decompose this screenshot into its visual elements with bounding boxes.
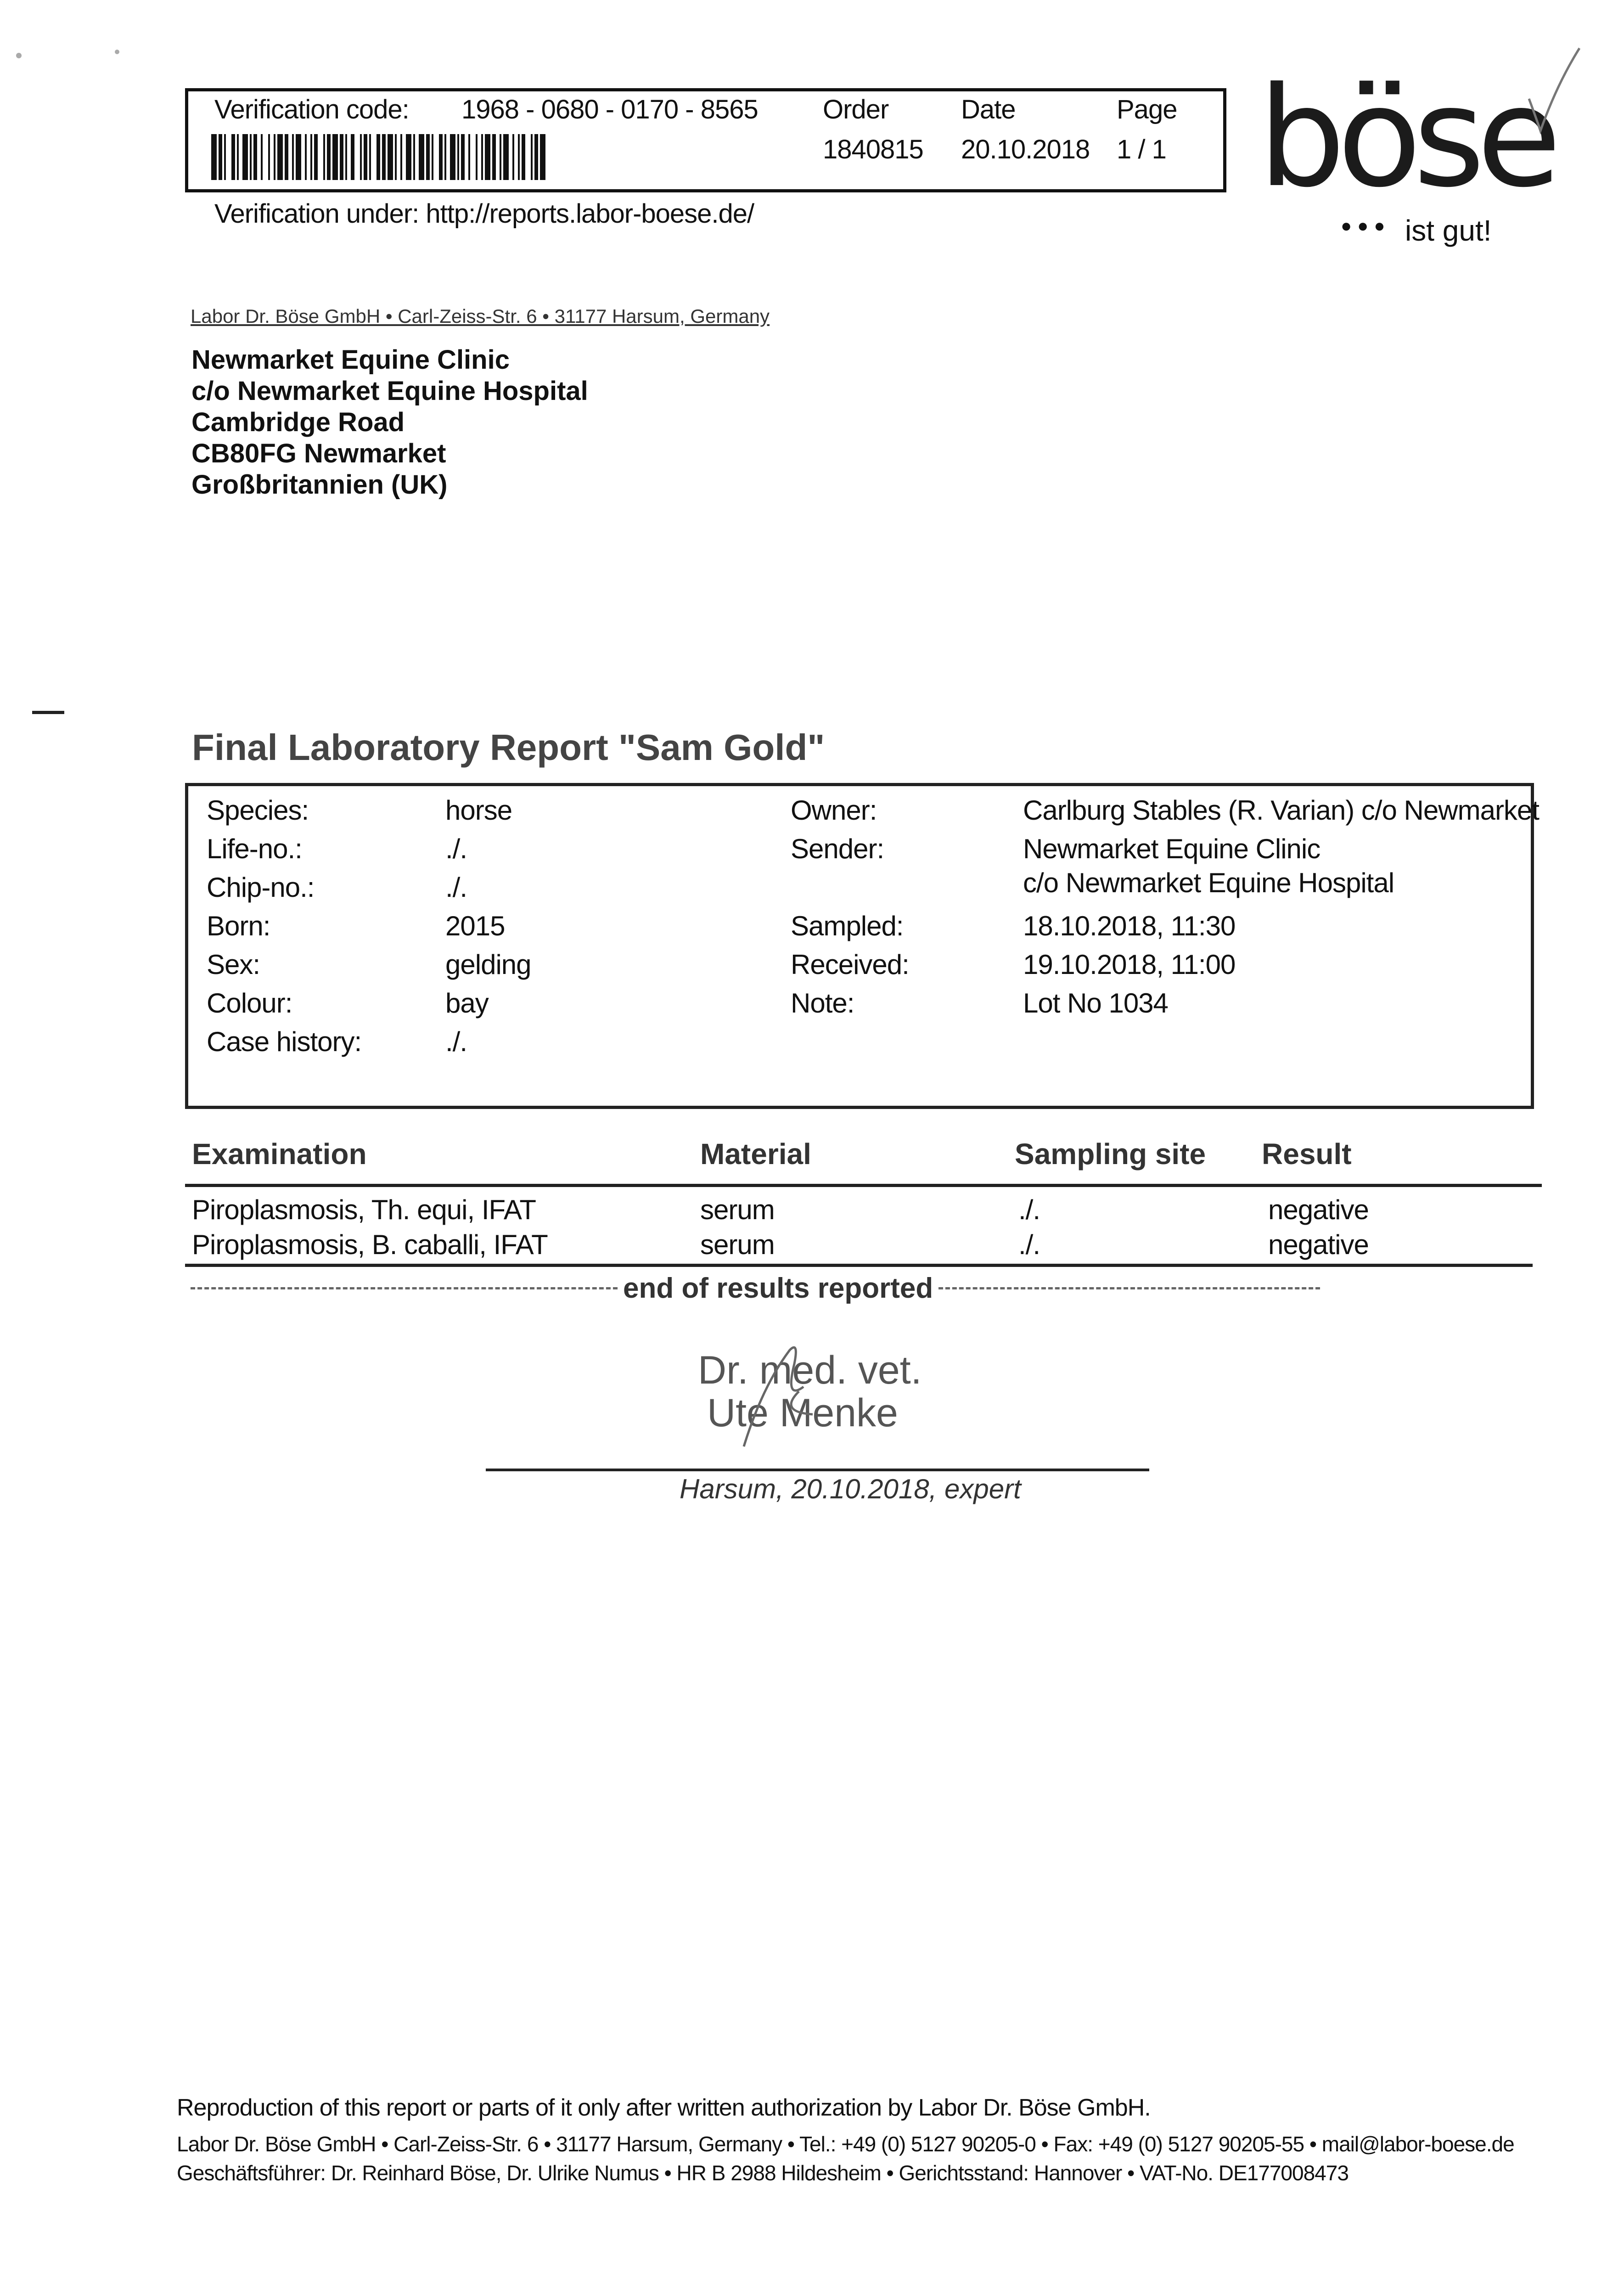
recipient-line: c/o Newmarket Equine Hospital (191, 376, 588, 406)
born-label: Born: (207, 911, 270, 941)
table-cell-sampling-site: ./. (1018, 1229, 1040, 1260)
footer-contact-line: Labor Dr. Böse GmbH • Carl-Zeiss-Str. 6 • 31177 Harsum, Germany • Tel.: +49 (0) 5127 90205-0 • Fax: +49 (0) 5127 90205-55 • mail@labor-boese.de (177, 2132, 1514, 2156)
scan-speck (115, 50, 119, 54)
handwritten-signature-icon (735, 1332, 854, 1451)
footer-reproduction-notice: Reproduction of this report or parts of it only after written authorization by Labor Dr. Böse GmbH. (177, 2094, 1151, 2121)
chip-no-value: ./. (445, 872, 467, 903)
verification-code-label: Verification code: (214, 95, 409, 124)
colour-value: bay (445, 988, 489, 1019)
recipient-line: Newmarket Equine Clinic (191, 345, 510, 375)
dashed-rule (938, 1287, 1320, 1289)
fold-mark (32, 711, 64, 714)
born-value: 2015 (445, 911, 505, 941)
table-cell-result: negative (1268, 1229, 1369, 1260)
life-no-value: ./. (445, 833, 467, 864)
sender-address-line: Labor Dr. Böse GmbH • Carl-Zeiss-Str. 6 • 31177 Harsum, Germany (191, 305, 770, 327)
column-header-examination: Examination (192, 1137, 367, 1171)
chip-no-label: Chip-no.: (207, 872, 315, 903)
table-cell-sampling-site: ./. (1018, 1194, 1040, 1225)
owner-value: Carlburg Stables (R. Varian) c/o Newmarket (1023, 795, 1539, 826)
signature-title: Dr. med. vet. (698, 1348, 922, 1392)
date-label: Date (961, 95, 1016, 124)
table-header-rule (185, 1184, 1542, 1187)
note-value: Lot No 1034 (1023, 988, 1168, 1019)
signature-line (486, 1469, 1149, 1471)
note-label: Note: (791, 988, 854, 1019)
verification-url: Verification under: http://reports.labor-boese.de/ (214, 199, 754, 229)
dashed-rule (191, 1287, 618, 1289)
case-history-label: Case history: (207, 1026, 362, 1057)
sender-label: Sender: (791, 833, 884, 864)
table-cell-material: serum (700, 1229, 775, 1260)
species-value: horse (445, 795, 512, 826)
recipient-line: Großbritannien (UK) (191, 470, 448, 500)
sex-value: gelding (445, 949, 531, 980)
table-cell-examination: Piroplasmosis, Th. equi, IFAT (192, 1194, 536, 1225)
verification-code: 1968 - 0680 - 0170 - 8565 (461, 95, 758, 124)
barcode-icon (211, 134, 545, 180)
page-number: 1 / 1 (1117, 135, 1166, 164)
sender-value: Newmarket Equine Clinic (1023, 833, 1321, 864)
logo-slogan: ist gut! (1405, 214, 1492, 247)
table-cell-examination: Piroplasmosis, B. caballi, IFAT (192, 1229, 548, 1260)
colour-label: Colour: (207, 988, 292, 1019)
received-value: 19.10.2018, 11:00 (1023, 949, 1236, 980)
sender-value-line2: c/o Newmarket Equine Hospital (1023, 867, 1394, 898)
column-header-material: Material (700, 1137, 811, 1171)
page-label: Page (1117, 95, 1177, 124)
order-label: Order (823, 95, 889, 124)
report-title: Final Laboratory Report "Sam Gold" (192, 727, 825, 768)
received-label: Received: (791, 949, 909, 980)
species-label: Species: (207, 795, 309, 826)
signature-caption: Harsum, 20.10.2018, expert (680, 1474, 1021, 1504)
sampled-label: Sampled: (791, 911, 904, 941)
logo-dots-icon: ●●● (1341, 216, 1391, 236)
patient-info-box (185, 783, 1534, 1109)
report-date: 20.10.2018 (961, 135, 1090, 164)
table-cell-material: serum (700, 1194, 775, 1225)
end-of-results-marker (191, 1272, 1320, 1304)
order-number: 1840815 (823, 135, 923, 164)
end-of-results-text: end of results reported (623, 1272, 933, 1304)
checkmark-icon (1524, 44, 1584, 135)
recipient-line: CB80FG Newmarket (191, 439, 446, 468)
column-header-sampling-site: Sampling site (1015, 1137, 1206, 1171)
case-history-value: ./. (445, 1026, 467, 1057)
company-logo-wordmark: böse (1258, 57, 1553, 218)
owner-label: Owner: (791, 795, 877, 826)
table-cell-result: negative (1268, 1194, 1369, 1225)
footer-legal-line: Geschäftsführer: Dr. Reinhard Böse, Dr. Ulrike Numus • HR B 2988 Hildesheim • Gerichtsstand: Hannover • VAT-No. DE177008473 (177, 2161, 1349, 2185)
recipient-line: Cambridge Road (191, 407, 405, 437)
scan-speck (16, 53, 22, 58)
sampled-value: 18.10.2018, 11:30 (1023, 911, 1236, 941)
column-header-result: Result (1262, 1137, 1352, 1171)
table-bottom-rule (185, 1264, 1533, 1267)
life-no-label: Life-no.: (207, 833, 302, 864)
signature-name: Ute Menke (707, 1391, 898, 1435)
sex-label: Sex: (207, 949, 260, 980)
